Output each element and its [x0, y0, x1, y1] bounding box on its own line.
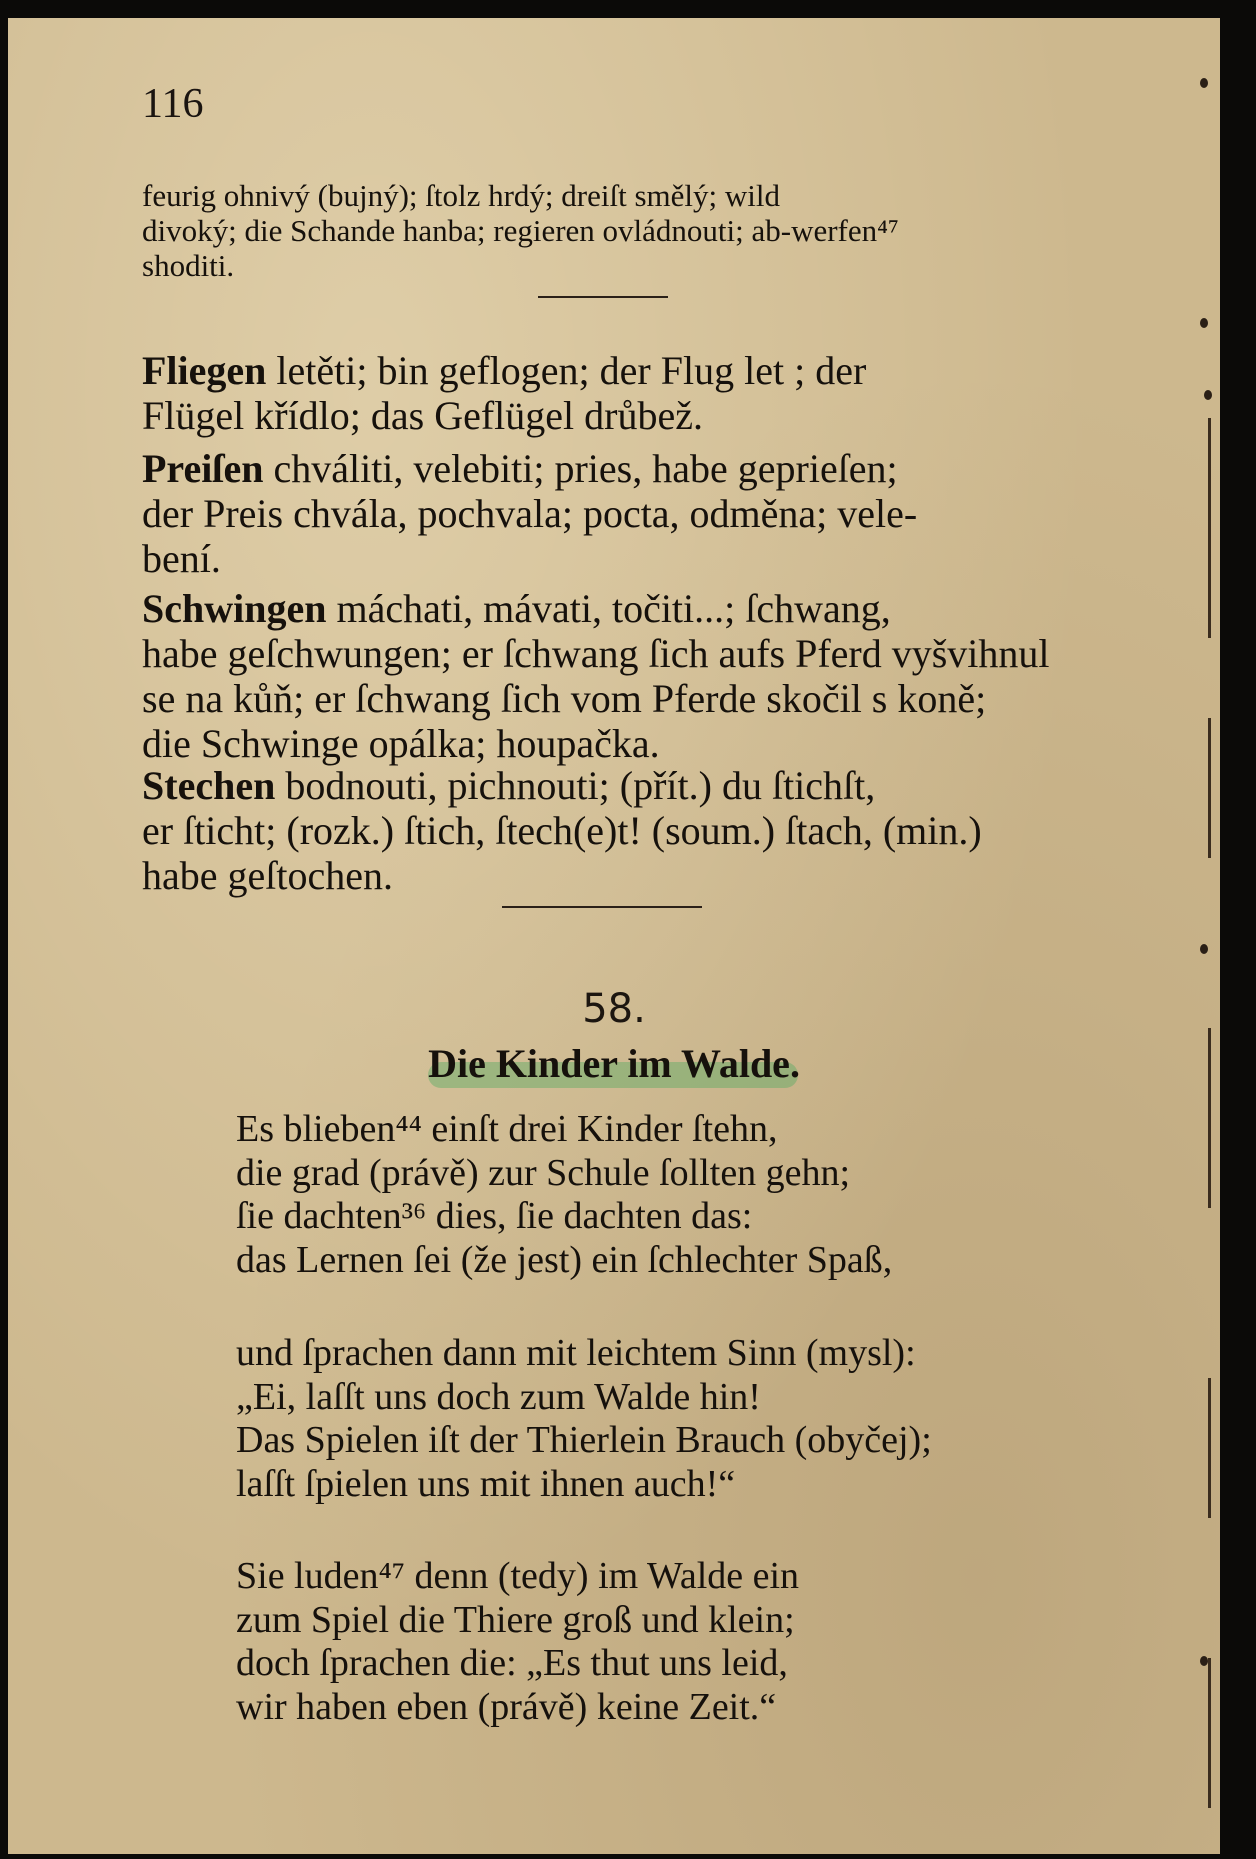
poem-line: die grad (právě) zur Schule ſollten gehn; — [236, 1151, 851, 1194]
binding-edge-mark — [1208, 1028, 1211, 1208]
poem-line: laſſt ſpielen uns mit ihnen auch!“ — [236, 1462, 736, 1505]
entry-text: chváliti, velebiti; pries, habe geprieſen; — [263, 446, 898, 491]
entry-preisen — [142, 446, 1062, 581]
poem-stanza-2 — [236, 1332, 1056, 1506]
poem-line: Es blieben⁴⁴ einſt drei Kinder ſtehn, — [236, 1108, 778, 1150]
entry-text: der Preis chvála, pochvala; pocta, odměna; vele- — [142, 491, 918, 536]
book-page — [8, 18, 1220, 1854]
entry-text: máchati, mávati, točiti...; ſchwang, — [326, 586, 891, 631]
section-divider — [538, 296, 668, 298]
entry-text: bodnouti, pichnouti; (přít.) du ſtichſt, — [275, 763, 876, 808]
page-number: 116 — [142, 81, 204, 127]
entry-text: habe geſtochen. — [142, 853, 393, 898]
entry-text: Flügel křídlo; das Geflügel drůbež. — [142, 393, 703, 438]
entry-text: se na kůň; er ſchwang ſich vom Pferde skočil s koně; — [142, 676, 987, 721]
poem-stanza-3 — [236, 1555, 1056, 1729]
binding-edge-mark — [1208, 418, 1211, 638]
vocabulary-paragraph — [142, 178, 1062, 283]
poem-line: Das Spielen iſt der Thierlein Brauch (obyčej); — [236, 1419, 932, 1461]
poem-line: zum Spiel die Thiere groß und klein; — [236, 1598, 795, 1641]
entry-headword: Schwingen — [142, 586, 327, 631]
vocab-line: divoký; die Schande hanba; regieren ovládnouti; ab-werfen⁴⁷ — [142, 213, 899, 248]
entry-text: bení. — [142, 536, 221, 581]
poem-line: wir haben eben (právě) keine Zeit.“ — [236, 1685, 777, 1728]
section-number: 58. — [582, 986, 646, 1032]
binding-hole-mark — [1200, 1656, 1208, 1666]
poem-line: Sie luden⁴⁷ denn (tedy) im Walde ein — [236, 1555, 800, 1597]
vocab-line: shoditi. — [142, 248, 235, 283]
poem-line: doch ſprachen die: „Es thut uns leid, — [236, 1642, 788, 1684]
entry-headword: Stechen — [142, 763, 276, 808]
entry-fliegen — [142, 348, 1062, 438]
entry-text: er ſticht; (rozk.) ſtich, ſtech(e)t! (soum.) ſtach, (min.) — [142, 808, 982, 853]
vocab-line: feurig ohnivý (bujný); ſtolz hrdý; dreiſt smělý; wild — [142, 178, 780, 213]
entry-headword: Fliegen — [142, 348, 267, 393]
binding-hole-mark — [1200, 78, 1208, 88]
entry-text: die Schwinge opálka; houpačka. — [142, 721, 660, 766]
binding-hole-mark — [1200, 944, 1208, 954]
poem-line: das Lernen ſei (že jest) ein ſchlechter Spaß, — [236, 1238, 893, 1281]
poem-title: Die Kinder im Walde. — [428, 1041, 800, 1086]
entry-headword: Preiſen — [142, 446, 264, 491]
entry-stechen — [142, 763, 1062, 898]
poem-line: „Ei, laſſt uns doch zum Walde hin! — [236, 1375, 761, 1418]
entry-text: habe geſchwungen; er ſchwang ſich aufs Pferd vyšvihnul — [142, 631, 1050, 676]
binding-edge-mark — [1208, 1378, 1211, 1518]
poem-line: und ſprachen dann mit leichtem Sinn (mysl): — [236, 1332, 916, 1374]
binding-edge-mark — [1208, 1658, 1211, 1808]
poem-line: ſie dachten³⁶ dies, ſie dachten das: — [236, 1195, 753, 1237]
binding-hole-mark — [1200, 318, 1208, 328]
binding-edge-mark — [1208, 718, 1211, 858]
poem-stanza-1 — [236, 1108, 1056, 1282]
entry-schwingen — [142, 586, 1062, 766]
binding-hole-mark — [1204, 390, 1212, 400]
section-divider — [502, 906, 702, 908]
entry-text: letěti; bin geflogen; der Flug let ; der — [266, 348, 867, 393]
